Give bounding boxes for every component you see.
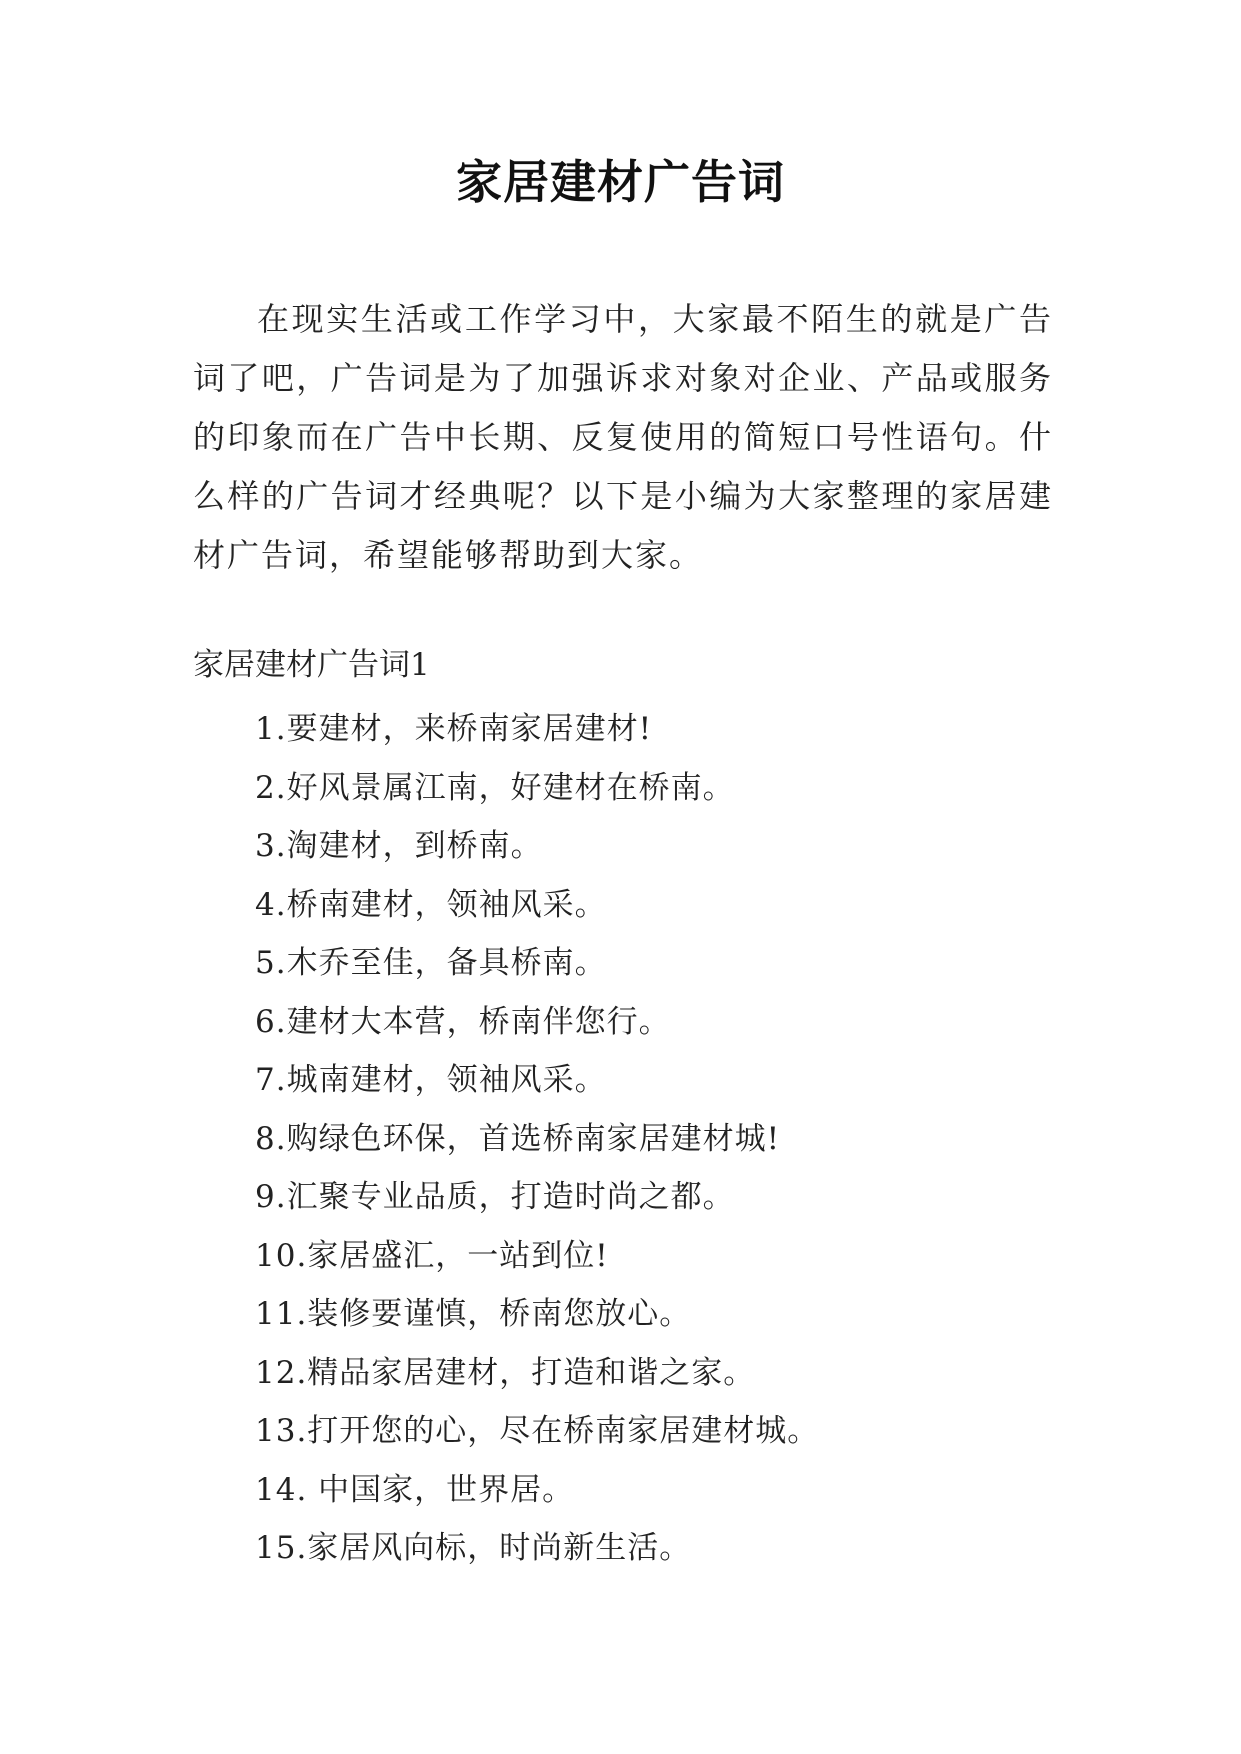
list-item: 7.城南建材，领袖风采。	[255, 1062, 607, 1098]
intro-paragraph: 在现实生活或工作学习中，大家最不陌生的就是广告词了吧，广告词是为了加强诉求对象对企业、产品或服务的印象而在广告中长期、反复使用的简短口号性语句。什么样的广告词才经典呢？以下是小编为大家整理的家居建材广告词，希望能够帮助到大家。	[193, 300, 1053, 574]
slogan-list	[255, 700, 1055, 1578]
list-item: 6.建材大本营，桥南伴您行。	[255, 1003, 671, 1040]
list-item: 14. 中国家，世界居。	[255, 1471, 575, 1508]
list-item: 4.桥南建材，领袖风采。	[255, 886, 607, 923]
list-item: 11.装修要谨慎，桥南您放心。	[255, 1296, 692, 1332]
document-title: 家居建材广告词	[456, 155, 785, 209]
list-item: 10.家居盛汇，一站到位!	[255, 1237, 609, 1274]
list-item: 1.要建材，来桥南家居建材!	[255, 711, 653, 747]
list-item: 8.购绿色环保，首选桥南家居建材城!	[255, 1120, 781, 1157]
list-item: 15.家居风向标，时尚新生活。	[255, 1530, 692, 1566]
section-heading: 家居建材广告词1	[193, 647, 430, 683]
list-item: 3.淘建材，到桥南。	[255, 828, 543, 864]
list-item: 9.汇聚专业品质，打造时尚之都。	[255, 1179, 735, 1215]
list-item: 5.木乔至佳，备具桥南。	[255, 945, 607, 981]
list-item: 13.打开您的心，尽在桥南家居建材城。	[255, 1413, 820, 1449]
list-item: 12.精品家居建材，打造和谐之家。	[255, 1354, 756, 1391]
list-item: 2.好风景属江南，好建材在桥南。	[255, 769, 735, 806]
